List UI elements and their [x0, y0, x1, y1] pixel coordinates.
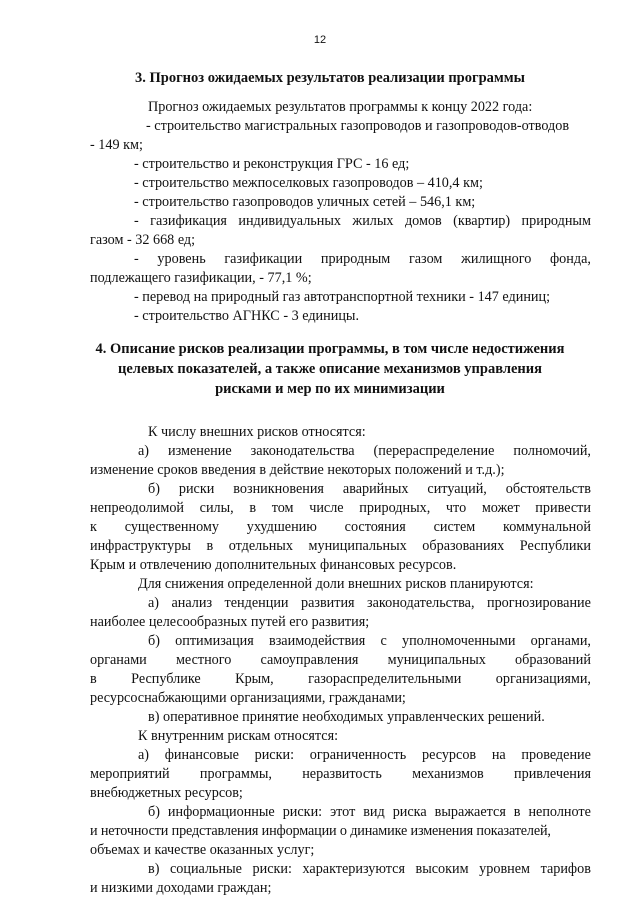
- forecast-item-6-line-1: - уровень газификации природным газом жилищного фонда,: [134, 251, 591, 267]
- ext-risk-b-line-2: непреодолимой силы, в том числе природных, что может привести: [90, 500, 591, 516]
- int-risk-b-line-3: объемах и качестве оказанных услуг;: [90, 842, 315, 858]
- section-4-heading-line-2: целевых показателей, а также описание механизмов управления: [118, 361, 542, 377]
- int-risk-b-line-1: б) информационные риски: этот вид риска выражается в неполноте: [148, 804, 591, 820]
- mitigation-a-line-2: наиболее целесообразных путей его развития;: [90, 614, 370, 630]
- word: - строительство магистральных газопроводов и газопроводов-отводов: [146, 118, 570, 134]
- forecast-item-8: - строительство АГНКС - 3 единицы.: [134, 308, 360, 324]
- mitigation-a-line-1: а) анализ тенденции развития законодательства, прогнозирование: [148, 595, 591, 611]
- internal-risks-intro: К внутренним рискам относятся:: [138, 728, 339, 744]
- forecast-item-4: - строительство газопроводов уличных сетей – 546,1 км;: [134, 194, 476, 210]
- forecast-item-2: - строительство и реконструкция ГРС - 16 ед;: [134, 156, 410, 172]
- forecast-item-1-line-1: [146, 117, 591, 136]
- mitigation-b-line-3: в Республике Крым, газораспределительными организациями,: [90, 671, 591, 687]
- mitigation-b-line-4: ресурсоснабжающими организациями, гражданами;: [90, 690, 406, 706]
- mitigation-external-intro: Для снижения определенной доли внешних рисков планируются:: [138, 576, 534, 592]
- forecast-item-7: - перевод на природный газ автотранспортной техники - 147 единиц;: [134, 289, 551, 305]
- ext-risk-b-line-3: к существенному ухудшению состояния систем коммунальной: [90, 519, 591, 535]
- mitigation-b-line-1: б) оптимизация взаимодействия с уполномоченными органами,: [148, 633, 591, 649]
- int-risk-a-line-1: а) финансовые риски: ограниченность ресурсов на проведение: [138, 747, 591, 763]
- section-3-heading: 3. Прогноз ожидаемых результатов реализации программы: [135, 70, 525, 86]
- ext-risk-b-line-4: инфраструктуры в отдельных муниципальных образованиях Республики: [90, 538, 591, 554]
- mitigation-c: в) оперативное принятие необходимых управленческих решений.: [148, 709, 545, 725]
- ext-risk-a-line-2: изменение сроков введения в действие некоторых положений и т.д.);: [90, 462, 505, 478]
- int-risk-c-line-2: и низкими доходами граждан;: [90, 880, 272, 896]
- forecast-item-6-line-2: подлежащего газификации, - 77,1 %;: [90, 270, 312, 286]
- forecast-item-3: - строительство межпоселковых газопроводов – 410,4 км;: [134, 175, 483, 191]
- forecast-item-5-line-1: - газификация индивидуальных жилых домов (квартир) природным: [134, 213, 591, 229]
- int-risk-a-line-3: внебюджетных ресурсов;: [90, 785, 243, 801]
- int-risk-b-line-2: и неточности представления информации о динамике изменения показателей,: [90, 823, 551, 839]
- external-risks-intro: К числу внешних рисков относятся:: [148, 424, 366, 440]
- section-4-heading-line-3: рисками и мер по их минимизации: [215, 381, 445, 397]
- ext-risk-b-line-1: б) риски возникновения аварийных ситуаций, обстоятельств: [148, 481, 591, 497]
- ext-risk-a-line-1: а) изменение законодательства (перераспределение полномочий,: [138, 443, 591, 459]
- int-risk-c-line-1: в) социальные риски: характеризуются высоким уровнем тарифов: [148, 861, 591, 877]
- page-number: 12: [313, 34, 327, 46]
- forecast-item-5-line-2: газом - 32 668 ед;: [90, 232, 196, 248]
- section-4-heading-line-1: 4. Описание рисков реализации программы, в том числе недостижения: [95, 341, 565, 357]
- section-3-intro: Прогноз ожидаемых результатов программы к концу 2022 года:: [148, 99, 533, 115]
- ext-risk-b-line-5: Крым и отвлечению дополнительных финансовых ресурсов.: [90, 557, 457, 573]
- mitigation-b-line-2: органами местного самоуправления муниципальных образований: [90, 652, 591, 668]
- int-risk-a-line-2: мероприятий программы, неразвитость механизмов привлечения: [90, 766, 591, 782]
- forecast-item-1-line-2: - 149 км;: [90, 137, 143, 153]
